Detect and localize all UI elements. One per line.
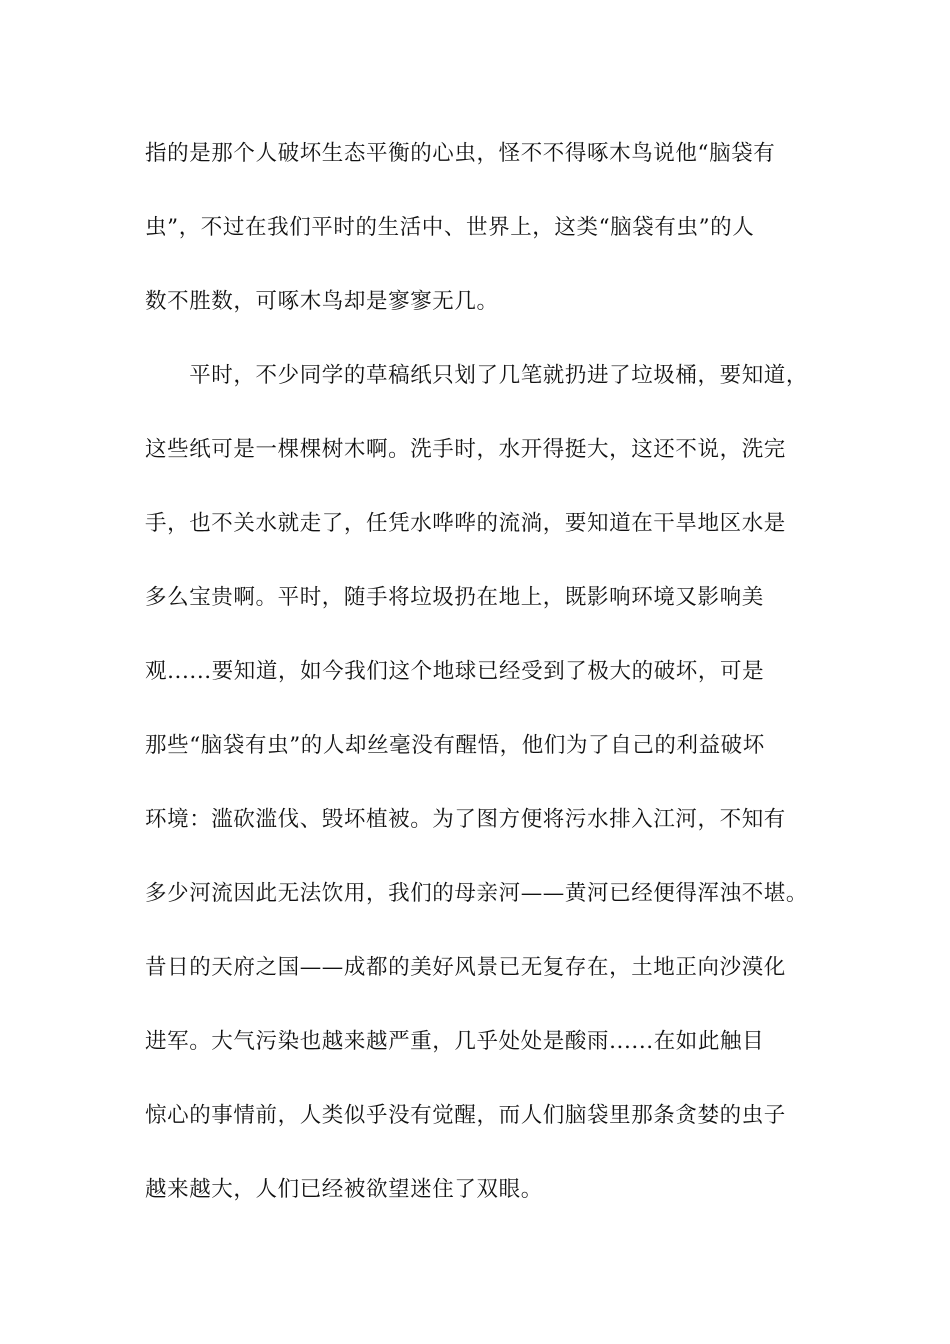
text-line: 虫”，不过在我们平时的生活中、世界上，这类“脑袋有虫”的人 bbox=[145, 215, 755, 240]
text-line: 数不胜数，可啄木鸟却是寥寥无几。 bbox=[145, 289, 499, 314]
text-line: 环境：滥砍滥伐、毁坏植被。为了图方便将污水排入江河，不知有 bbox=[145, 807, 786, 832]
text-line: 这些纸可是一棵棵树木啊。洗手时，水开得挺大，这还不说，洗完 bbox=[145, 437, 786, 462]
text-line: 惊心的事情前，人类似乎没有觉醒，而人们脑袋里那条贪婪的虫子 bbox=[145, 1103, 786, 1128]
text-line: 观......要知道，如今我们这个地球已经受到了极大的破坏，可是 bbox=[145, 659, 765, 684]
text-line: 手，也不关水就走了，任凭水哗哗的流淌，要知道在干旱地区水是 bbox=[145, 511, 786, 536]
text-line: 多少河流因此无法饮用，我们的母亲河——黄河已经便得浑浊不堪。 bbox=[145, 881, 809, 906]
text-line: 昔日的天府之国——成都的美好风景已无复存在，土地正向沙漠化 bbox=[145, 955, 786, 980]
text-line: 指的是那个人破坏生态平衡的心虫，怪不不得啄木鸟说他“脑袋有 bbox=[145, 141, 776, 166]
text-line: 进军。大气污染也越来越严重，几乎处处是酸雨......在如此触目 bbox=[145, 1029, 765, 1054]
text-line: 那些“脑袋有虫”的人却丝毫没有醒悟，他们为了自己的利益破坏 bbox=[145, 733, 765, 758]
text-line: 越来越大，人们已经被欲望迷住了双眼。 bbox=[145, 1177, 543, 1202]
paragraph-start-line: 平时，不少同学的草稿纸只划了几笔就扔进了垃圾桶，要知道， bbox=[145, 363, 809, 388]
text-line: 多么宝贵啊。平时，随手将垃圾扔在地上，既影响环境又影响美 bbox=[145, 585, 764, 610]
